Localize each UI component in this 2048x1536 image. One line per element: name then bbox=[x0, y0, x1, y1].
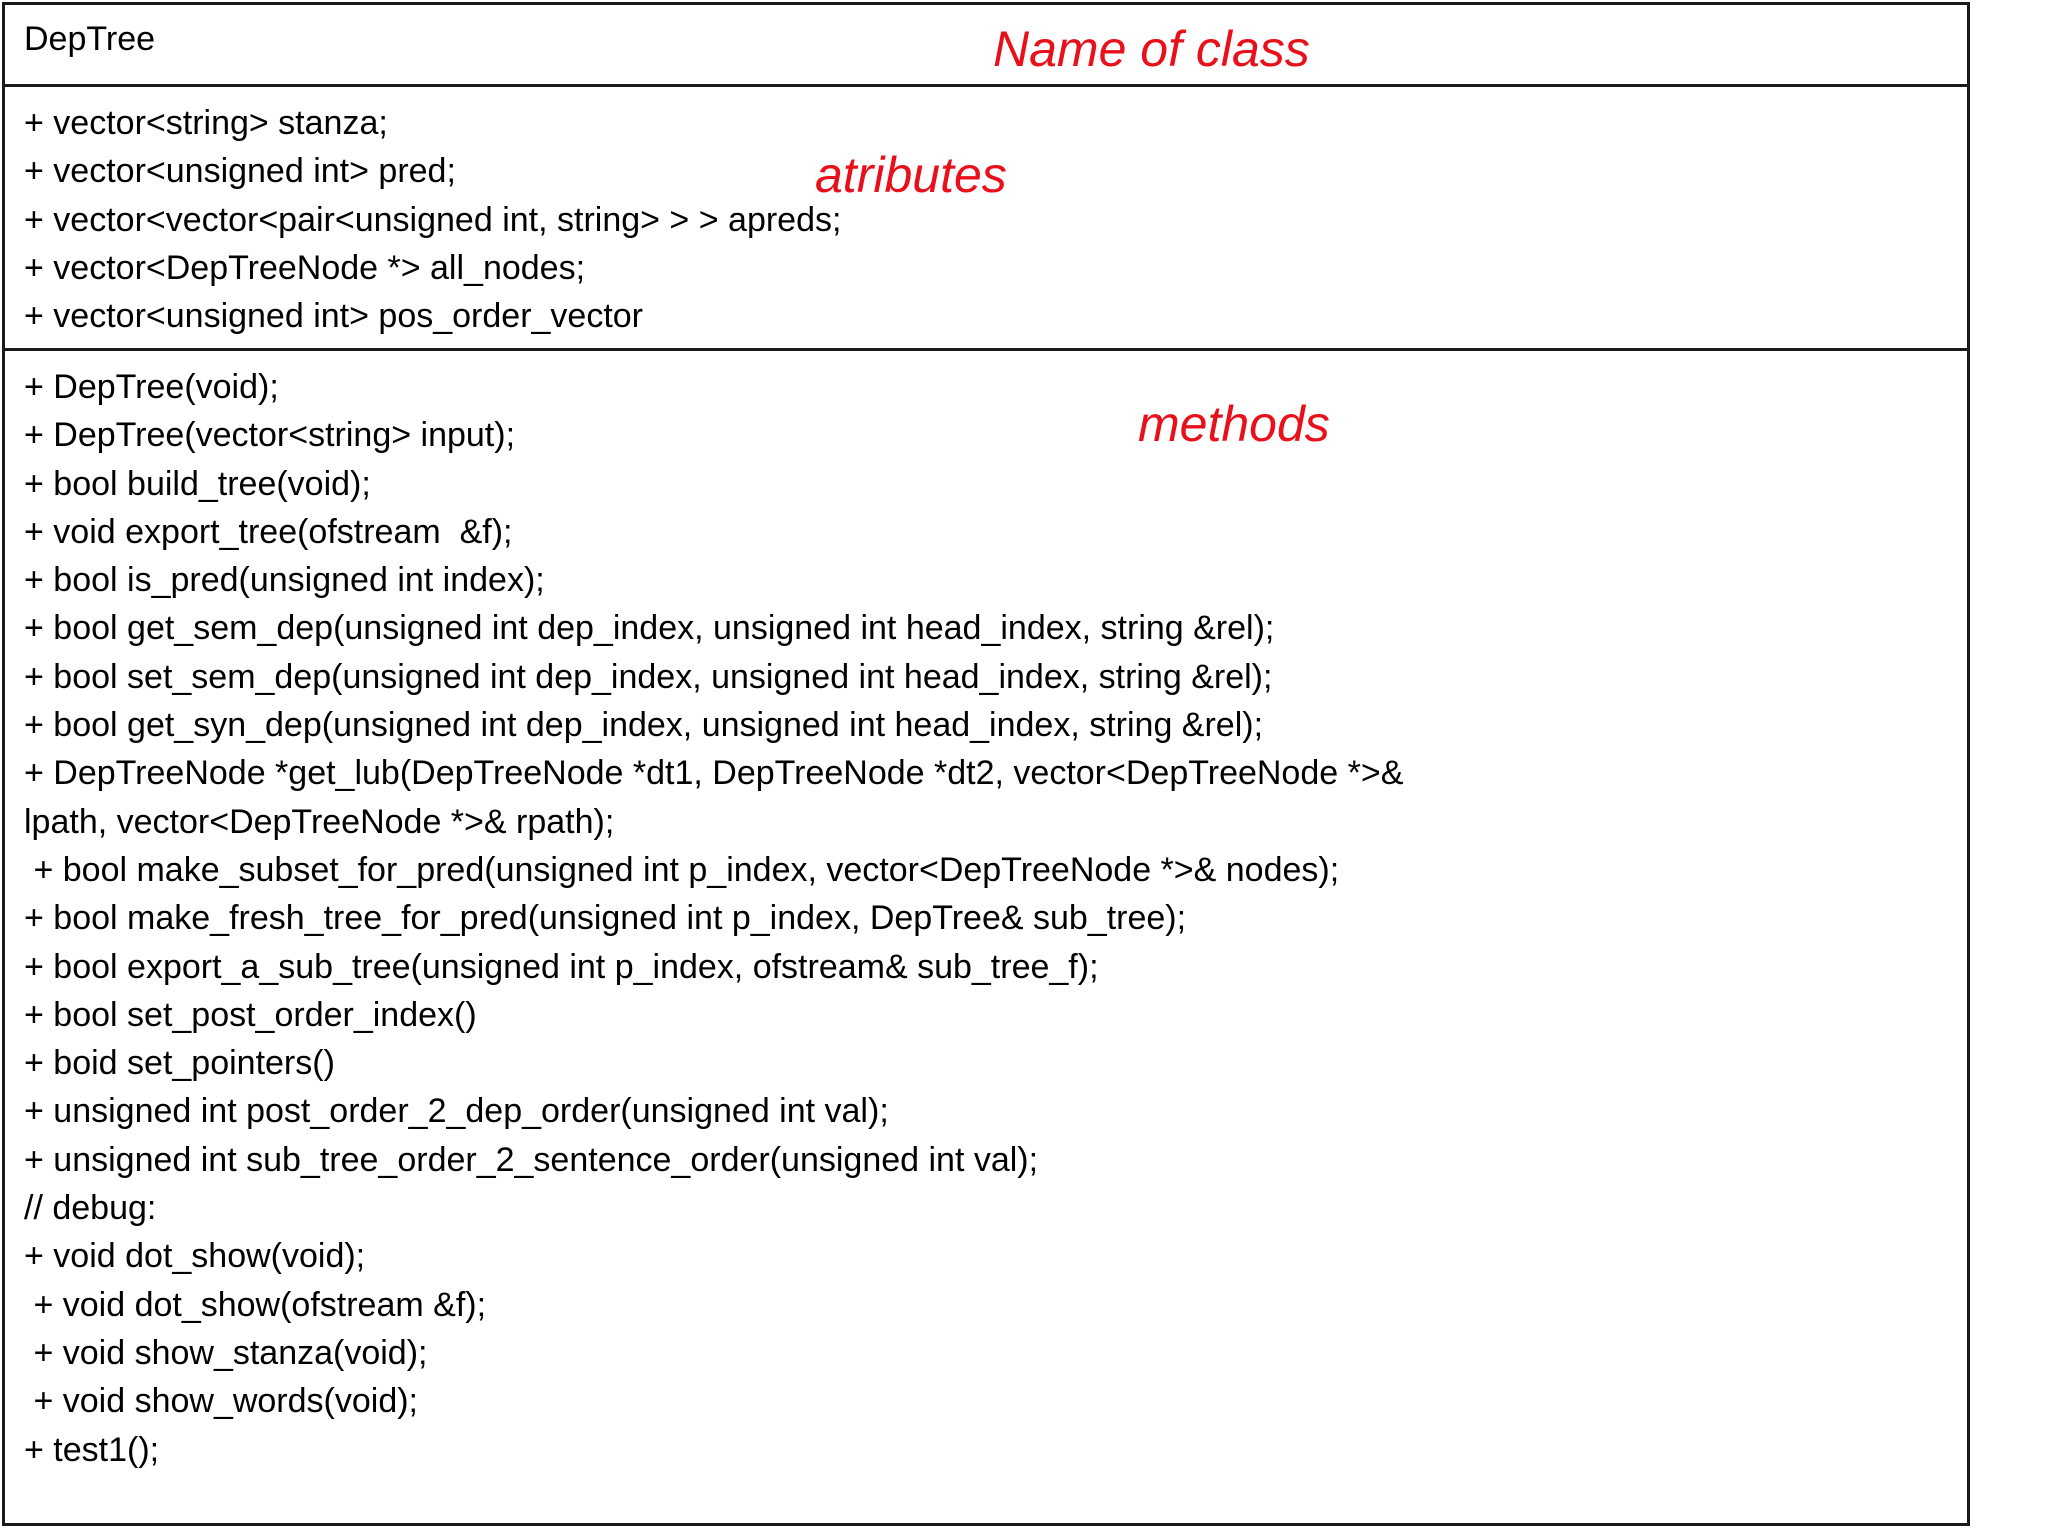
method-line: + unsigned int sub_tree_order_2_sentence_order(unsigned int val); bbox=[24, 1140, 1039, 1179]
method-line: + void dot_show(void); bbox=[24, 1237, 366, 1276]
method-line: + bool export_a_sub_tree(unsigned int p_index, ofstream& sub_tree_f); bbox=[24, 947, 1099, 986]
method-line: + bool get_syn_dep(unsigned int dep_index, unsigned int head_index, string &rel); bbox=[24, 706, 1264, 745]
methods-list bbox=[24, 363, 1403, 1474]
method-line: // debug: bbox=[24, 1189, 157, 1228]
attribute-line: + vector<vector<pair<unsigned int, string> > > apreds; bbox=[24, 200, 842, 239]
class-name: DepTree bbox=[24, 20, 156, 58]
method-line: + bool get_sem_dep(unsigned int dep_index, unsigned int head_index, string &rel); bbox=[24, 609, 1275, 648]
methods-section bbox=[5, 351, 1967, 1523]
attributes-list bbox=[24, 99, 841, 340]
method-line: + void show_stanza(void); bbox=[24, 1333, 428, 1372]
method-line: + DepTree(void); bbox=[24, 368, 279, 406]
method-line: + unsigned int post_order_2_dep_order(unsigned int val); bbox=[24, 1092, 889, 1131]
method-line: lpath, vector<DepTreeNode *>& rpath); bbox=[24, 802, 615, 841]
attributes-section bbox=[5, 87, 1967, 351]
method-line: + void show_words(void); bbox=[24, 1382, 419, 1421]
method-line: + boid set_pointers() bbox=[24, 1044, 335, 1083]
attribute-line: + vector<string> stanza; bbox=[24, 104, 388, 142]
attribute-line: + vector<unsigned int> pred; bbox=[24, 152, 456, 191]
method-line: + void export_tree(ofstream &f); bbox=[24, 512, 513, 551]
class-name-section bbox=[5, 5, 1967, 87]
attribute-line: + vector<unsigned int> pos_order_vector bbox=[24, 297, 644, 336]
method-line: + DepTree(vector<string> input); bbox=[24, 416, 516, 455]
method-line: + bool set_post_order_index() bbox=[24, 995, 477, 1034]
method-line: + test1(); bbox=[24, 1430, 160, 1469]
methods-annotation: methods bbox=[1138, 396, 1330, 452]
method-line: + bool set_sem_dep(unsigned int dep_index, unsigned int head_index, string &rel); bbox=[24, 657, 1273, 696]
name-of-class-annotation: Name of class bbox=[993, 21, 1310, 77]
method-line: + bool make_subset_for_pred(unsigned int p_index, vector<DepTreeNode *>& nodes); bbox=[24, 850, 1340, 889]
method-line: + bool build_tree(void); bbox=[24, 464, 371, 503]
method-line: + void dot_show(ofstream &f); bbox=[24, 1285, 487, 1324]
attributes-annotation: atributes bbox=[815, 147, 1007, 203]
method-line: + bool make_fresh_tree_for_pred(unsigned int p_index, DepTree& sub_tree); bbox=[24, 899, 1187, 938]
attribute-line: + vector<DepTreeNode *> all_nodes; bbox=[24, 248, 586, 287]
uml-class-box bbox=[2, 2, 1970, 1526]
method-line: + DepTreeNode *get_lub(DepTreeNode *dt1, DepTreeNode *dt2, vector<DepTreeNode *>& bbox=[24, 754, 1404, 793]
method-line: + bool is_pred(unsigned int index); bbox=[24, 561, 545, 600]
